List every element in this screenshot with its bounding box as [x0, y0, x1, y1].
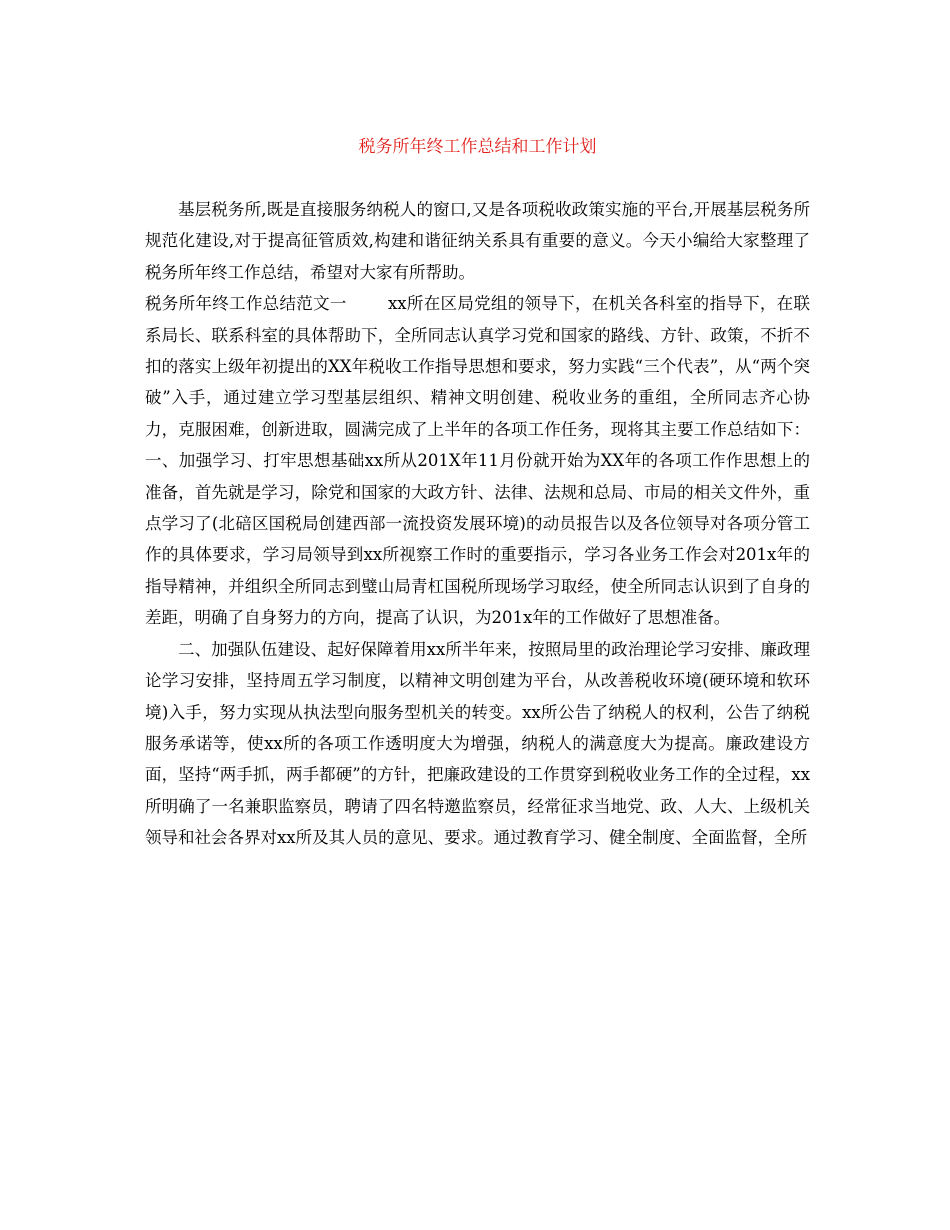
section-paragraph	[145, 288, 810, 633]
section-body: xx所在区局党组的领导下，在机关各科室的指导下，在联系局长、联系科室的具体帮助下，全所同志认真学习党和国家的路线、方针、政策，不折不扣的落实上级年初提出的XX年税收工作指导思想和要求，努力实践“三个代表”，从“两个突破”入手，通过建立学习型基层组织、精神文明创建、税收业务的重组，全所同志齐心协力，克服困难，创新进取，圆满完成了上半年的各项工作任务，现将其主要工作总结如下： 一、加强学习、打牢思想基础xx所从201X年11月份就开始为XX年的各项工作作思想上的准备，首先就是学习，除党和国家的大政方针、法律、法规和总局、市局的相关文件外，重点学习了(北碚区国税局创建西部一流投资发展环境)的动员报告以及各位领导对各项分管工作的具体要求，学习局领导到xx所视察工作时的重要指示，学习各业务工作会对201x年的指导精神，并组织全所同志到璧山局青杠国税所现场学习取经，使全所同志认识到了自身的差距，明确了自身努力的方向，提高了认识，为201x年的工作做好了思想准备。	[145, 294, 810, 628]
part-two-paragraph: 二、加强队伍建设、起好保障着用xx所半年来，按照局里的政治理论学习安排、廉政理论学习安排，坚持周五学习制度，以精神文明创建为平台，从改善税收环境(硬环境和软环境)入手，努力实现从执法型向服务型机关的转变。xx所公告了纳税人的权利，公告了纳税服务承诺等，使xx所的各项工作透明度大为增强，纳税人的满意度大为提高。廉政建设方面，坚持“两手抓，两手都硬”的方针，把廉政建设的工作贯穿到税收业务工作的全过程，xx所明确了一名兼职监察员，聘请了四名特邀监察员，经常征求当地党、政、人大、上级机关领导和社会各界对xx所及其人员的意见、要求。通过教育学习、健全制度、全面监督，全所	[145, 639, 810, 848]
document-title: 税务所年终工作总结和工作计划	[358, 137, 597, 157]
section-title: 税务所年终工作总结范文一	[145, 294, 347, 314]
document-page	[145, 130, 810, 854]
intro-paragraph: 基层税务所,既是直接服务纳税人的窗口,又是各项税收政策实施的平台,开展基层税务所规范化建设,对于提高征管质效,构建和谐征纳关系具有重要的意义。今天小编给大家整理了税务所年终工作总结，希望对大家有所帮助。	[145, 200, 810, 282]
